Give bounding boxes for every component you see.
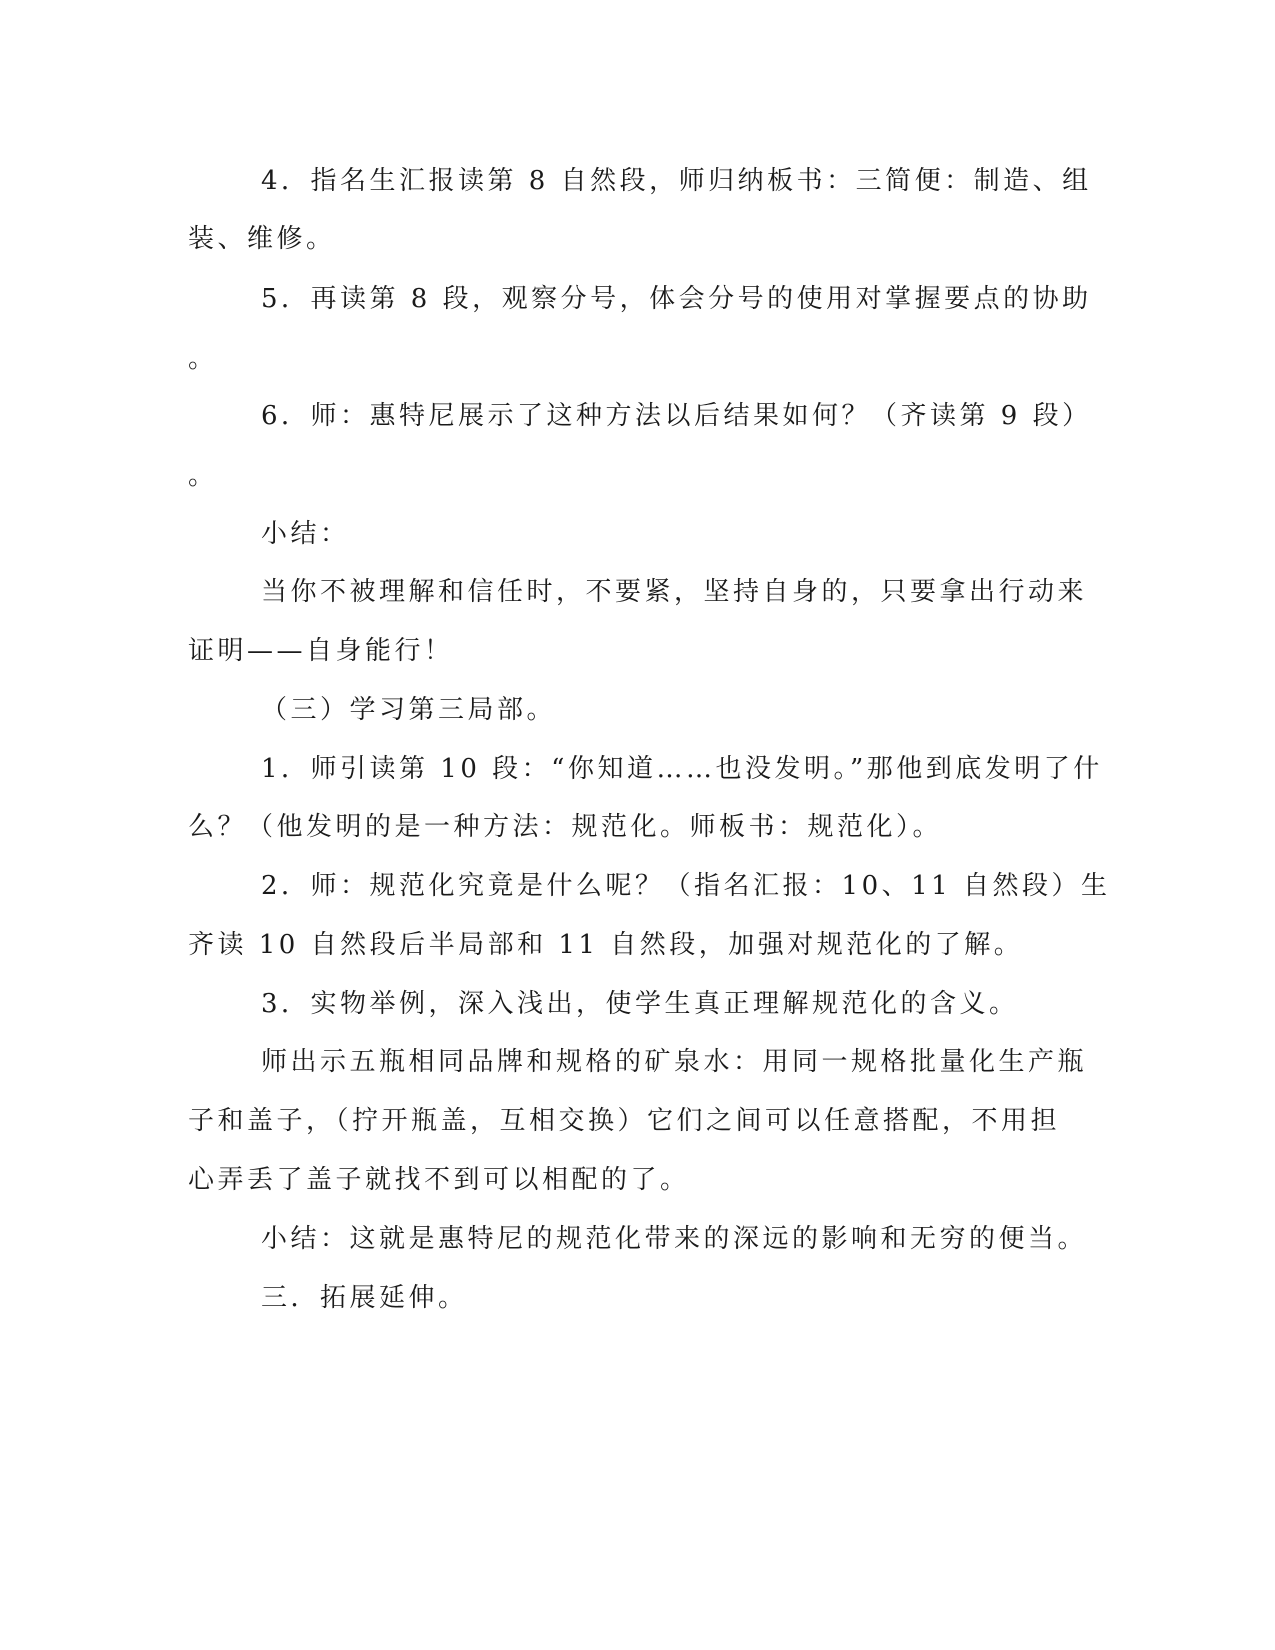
demo-line-2: 子和盖子，（拧开瓶盖，互相交换）它们之间可以任意搭配，不用担 — [188, 1106, 1061, 1136]
paragraph-4-line-2: 装、维修。 — [188, 224, 336, 254]
section-extension-heading: 三．拓展延伸。 — [261, 1283, 468, 1313]
paragraph-6-line-2: 。 — [188, 461, 218, 491]
paragraph-5-line-2: 。 — [188, 344, 218, 374]
summary-line-1: 当你不被理解和信任时，不要紧，坚持自身的，只要拿出行动来 — [261, 577, 1088, 607]
section-3-heading: （三）学习第三局部。 — [261, 695, 557, 725]
demo-line-1: 师出示五瓶相同品牌和规格的矿泉水：用同一规格批量化生产瓶 — [261, 1047, 1088, 1077]
step-2-line-2: 齐读 10 自然段后半局部和 11 自然段，加强对规范化的了解。 — [188, 930, 1024, 960]
paragraph-5-line-1: 5．再读第 8 段，观察分号，体会分号的使用对掌握要点的协助 — [261, 284, 1092, 314]
summary-heading: 小结： — [261, 519, 350, 549]
step-3-line: 3．实物举例，深入浅出，使学生真正理解规范化的含义。 — [261, 989, 1019, 1019]
summary-line-2: 证明——自身能行！ — [188, 636, 454, 666]
step-1-line-1: 1．师引读第 10 段：“你知道……也没发明。”那他到底发明了什 — [261, 754, 1103, 784]
summary-2-line: 小结：这就是惠特尼的规范化带来的深远的影响和无穷的便当。 — [261, 1224, 1088, 1254]
demo-line-3: 心弄丢了盖子就找不到可以相配的了。 — [188, 1165, 690, 1195]
paragraph-6-line-1: 6．师：惠特尼展示了这种方法以后结果如何？（齐读第 9 段） — [261, 401, 1092, 431]
step-1-line-2: 么？（他发明的是一种方法：规范化。师板书：规范化）。 — [188, 812, 943, 842]
paragraph-4-line-1: 4．指名生汇报读第 8 自然段，师归纳板书：三简便：制造、组 — [261, 166, 1092, 196]
step-2-line-1: 2．师：规范化究竟是什么呢？（指名汇报：10、11 自然段）生 — [261, 871, 1111, 901]
